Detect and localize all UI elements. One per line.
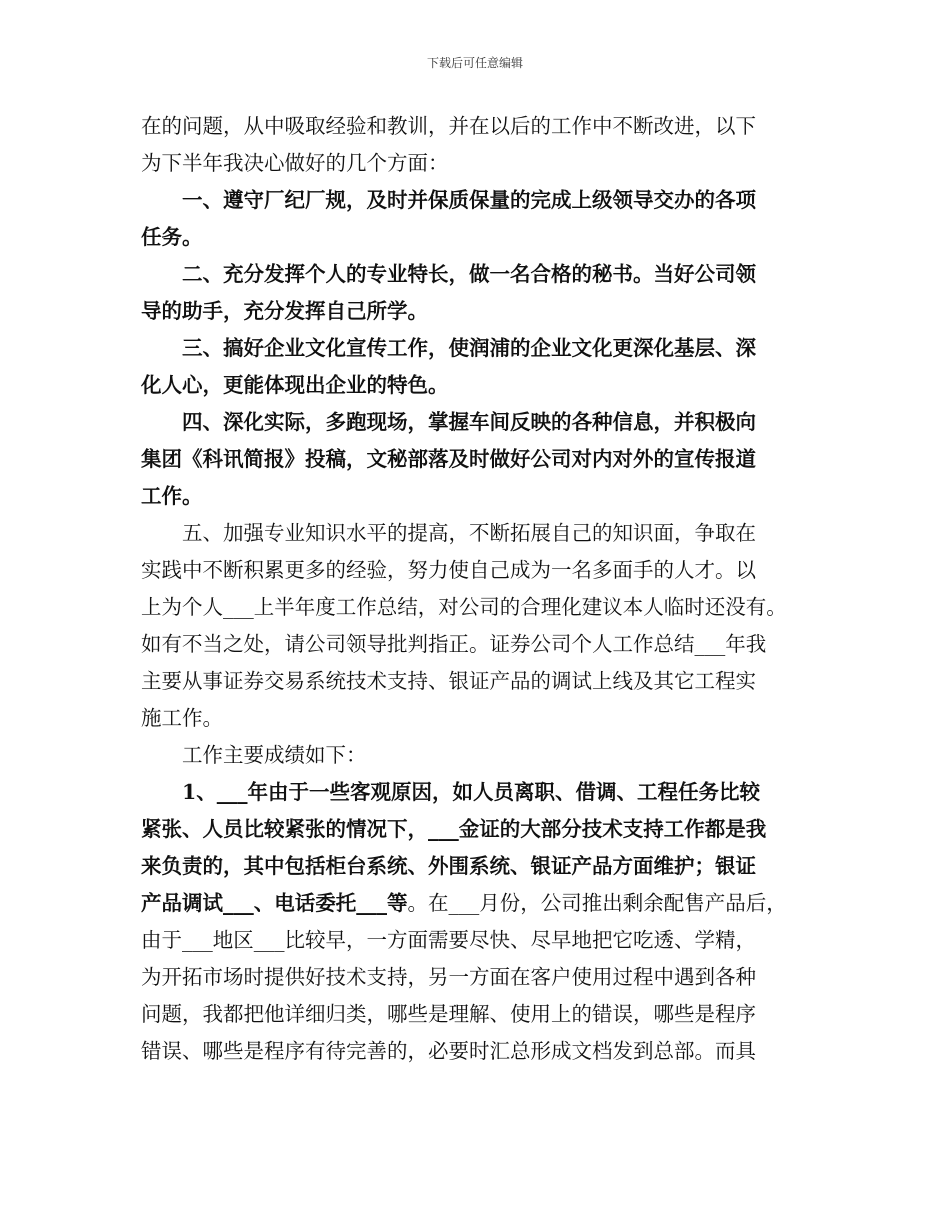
- text-line: 上为个人___上半年度工作总结，对公司的合理化建议本人临时还没有。: [141, 595, 787, 619]
- text-line: 如有不当之处，请公司领导批判指正。证券公司个人工作总结___年我: [141, 632, 767, 656]
- text-line: 在的问题，从中吸取经验和教训，并在以后的工作中不断改进，以下: [141, 114, 756, 138]
- text-line: 紧张、人员比较紧张的情况下，___金证的大部分技术支持工作都是我: [141, 817, 767, 841]
- text-line: 工作主要成绩如下：: [182, 743, 367, 767]
- text-line: 一、遵守厂纪厂规，及时并保质保量的完成上级领导交办的各项: [182, 188, 756, 212]
- text-line: 1、___年由于一些客观原因，如人员离职、借调、工程任务比较: [182, 780, 761, 804]
- text-line: 任务。: [141, 225, 203, 249]
- text-line: 五、加强专业知识水平的提高，不断拓展自己的知识面，争取在: [182, 521, 756, 545]
- document-body: [141, 108, 821, 1070]
- text-line: 为开拓市场时提供好技术支持，另一方面在客户使用过程中遇到各种: [141, 965, 756, 989]
- text-line: 施工作。: [141, 706, 223, 730]
- page-header: 下载后可任意编辑: [426, 56, 523, 70]
- text-line: 四、深化实际，多跑现场，掌握车间反映的各种信息，并积极向: [182, 410, 756, 434]
- text-line: 由于___地区___比较早，一方面需要尽快、尽早地把它吃透、学精，: [141, 928, 756, 952]
- text-line: 实践中不断积累更多的经验，努力使自己成为一名多面手的人才。以: [141, 558, 756, 582]
- text-line: 集团《科讯简报》投稿，文秘部落及时做好公司对内对外的宣传报道: [141, 447, 756, 471]
- bold-segment: 产品调试___、电话委托___等: [141, 891, 408, 915]
- text-line: 二、充分发挥个人的专业特长，做一名合格的秘书。当好公司领: [182, 262, 756, 286]
- text-line: 工作。: [141, 484, 203, 508]
- text-line: 问题，我都把他详细归类，哪些是理解、使用上的错误，哪些是程序: [141, 1002, 756, 1026]
- text-line: 来负责的，其中包括柜台系统、外围系统、银证产品方面维护；银证: [141, 854, 756, 878]
- text-line: 为下半年我决心做好的几个方面：: [141, 151, 449, 175]
- text-line: 主要从事证券交易系统技术支持、银证产品的调试上线及其它工程实: [141, 669, 756, 693]
- text-line: [141, 885, 821, 922]
- text-line: 化人心，更能体现出企业的特色。: [141, 373, 449, 397]
- text-line: 三、搞好企业文化宣传工作，使润浦的企业文化更深化基层、深: [182, 336, 756, 360]
- text-line: 导的助手，充分发挥自己所学。: [141, 299, 428, 323]
- normal-segment: 。在___月份，公司推出剩余配售产品后，: [407, 891, 787, 915]
- text-line: 错误、哪些是程序有待完善的，必要时汇总形成文档发到总部。而具: [141, 1039, 756, 1063]
